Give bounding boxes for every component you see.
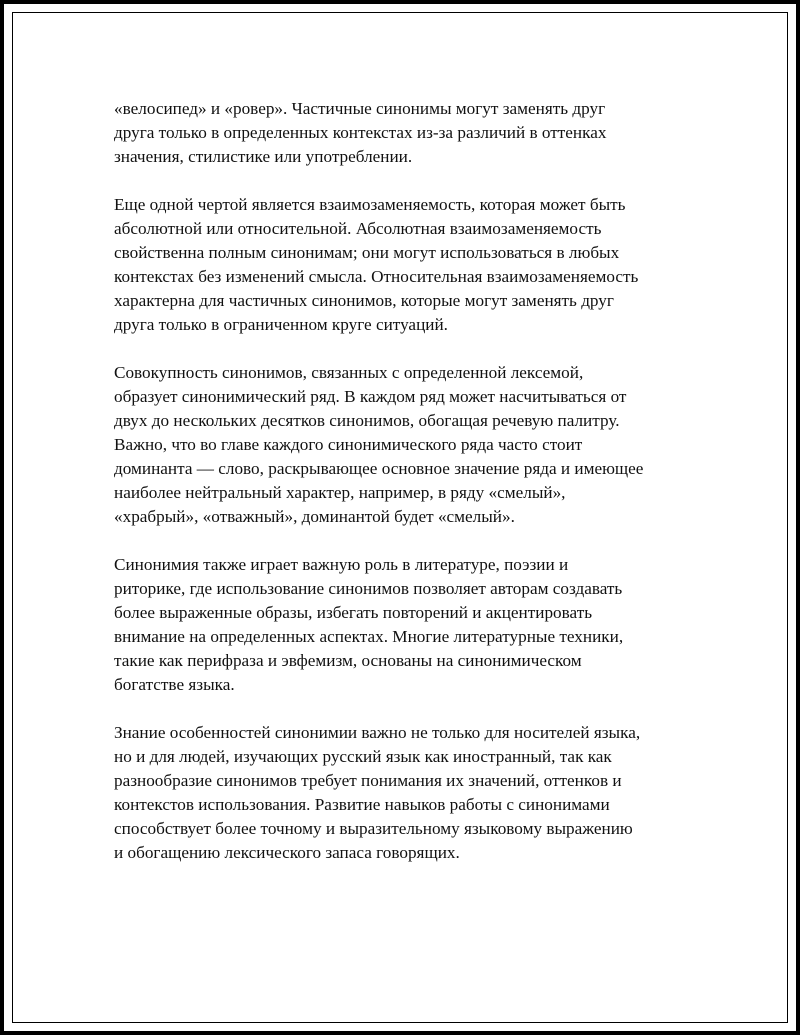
paragraph-1: «велосипед» и «ровер». Частичные синонимы могут заменять друг друга только в определенных контекстах из-за различий в оттенках значения, стилистике или употреблении. <box>114 99 607 166</box>
paragraph-2: Еще одной чертой является взаимозаменяемость, которая может быть абсолютной или относительной. Абсолютная взаимозаменяемость свойственна полным синонимам; они могут использоваться в любых контекстах без изменений смысла. Относительная взаимозаменяемость характерна для частичных синонимов, которые могут заменять друг друга только в ограниченном круге ситуаций. <box>114 195 639 334</box>
document-body <box>114 97 714 889</box>
paragraph-4: Синонимия также играет важную роль в литературе, поэзии и риторике, где использование синонимов позволяет авторам создавать более выраженные образы, избегать повторений и акцентировать внимание на определенных аспектах. Многие литературные техники, такие как перифраза и эвфемизм, основаны на синонимическом богатстве языка. <box>114 555 624 694</box>
paragraph-5: Знание особенностей синонимии важно не только для носителей языка, но и для людей, изучающих русский язык как иностранный, так как разнообразие синонимов требует понимания их значений, оттенков и контекстов использования. Развитие навыков работы с синонимами способствует более точному и выразительному языковому выражению и обогащению лексического запаса говорящих. <box>114 723 641 862</box>
paragraph-3: Совокупность синонимов, связанных с определенной лексемой, образует синонимический ряд. В каждом ряд может насчитываться от двух до нескольких десятков синонимов, обогащая речевую палитру. Важно, что во главе каждого синонимического ряда часто стоит доминанта — слово, раскрывающее основное значение ряда и имеющее наиболее нейтральный характер, например, в ряду «смелый», «храбрый», «отважный», доминантой будет «смелый». <box>114 363 644 526</box>
